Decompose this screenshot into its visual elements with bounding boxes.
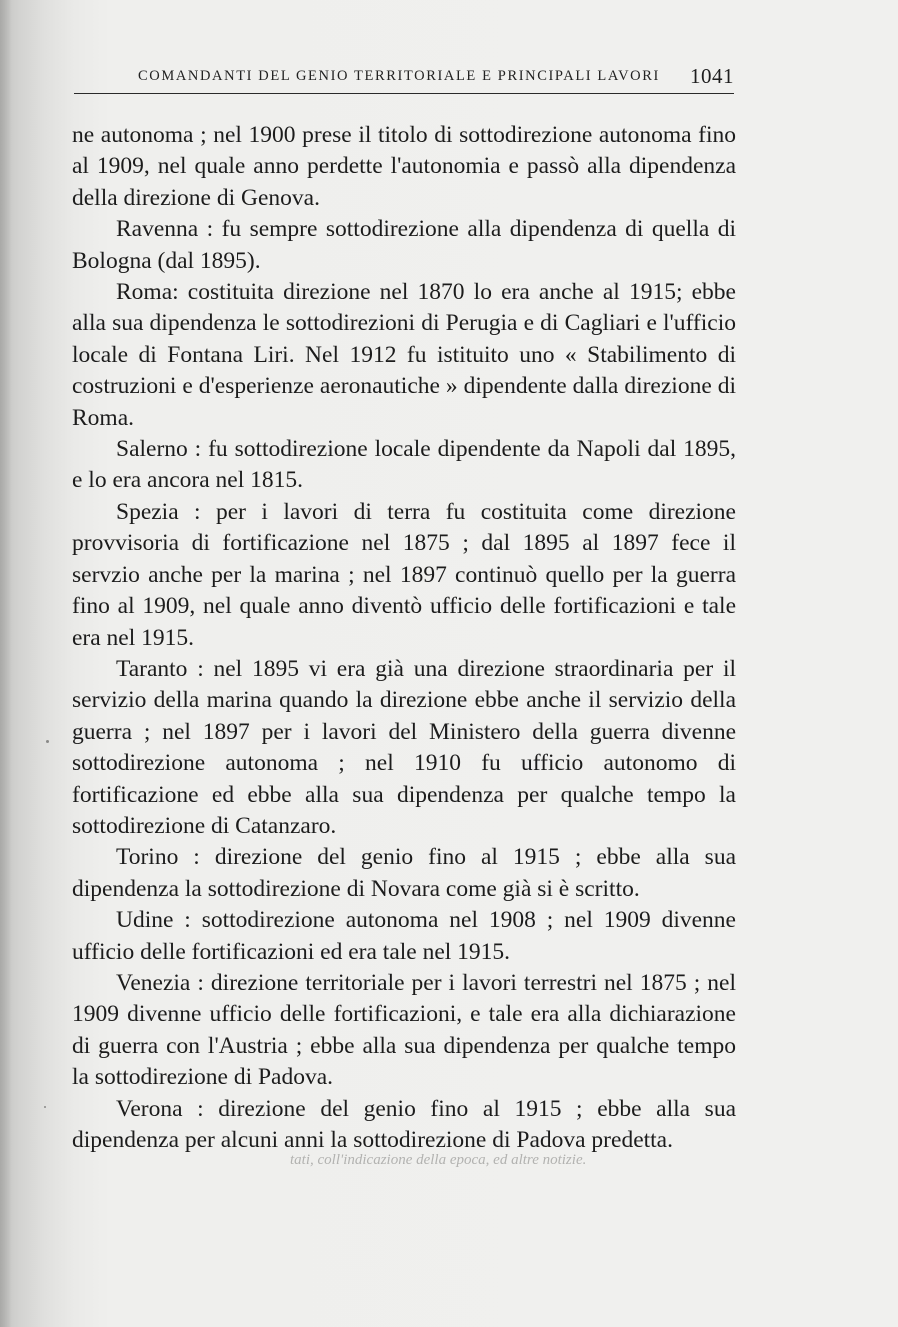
running-title: COMANDANTI DEL GENIO TERRITORIALE E PRINCIPALI LAVORI [138,68,660,84]
page-number: 1041 [690,64,734,88]
paragraph-ravenna: Ravenna : fu sempre sottodirezione alla dipendenza di quella di Bologna (dal 1895). [72,216,736,274]
paragraph-continuation: ne autonoma ; nel 1900 prese il titolo di sottodirezione autonoma fino al 1909, nel quale anno perdette l'autonomia e passò alla dipendenza della direzione di Genova. [72,122,736,211]
paper-speck [46,740,49,743]
paragraph-taranto: Taranto : nel 1895 vi era già una direzione straordinaria per il servizio della marina quando la direzione ebbe anche il servizio della guerra ; nel 1897 per i lavori del Ministero della guerra divenne sottodirezione autonoma ; nel 1910 fu ufficio autonomo di fortificazione ed ebbe alla sua dipendenza per qualche tempo la sottodirezione di Catanzaro. [72,655,736,839]
paragraph-roma: Roma: costituita direzione nel 1870 lo era anche al 1915; ebbe alla sua dipendenza le sottodirezioni di Perugia e di Cagliari e l'ufficio locale di Fontana Liri. Nel 1912 fu istituito uno « Stabilimento di costruzioni e d'esperienze aeronautiche » dipendente dalla direzione di Roma. [72,279,736,431]
bleed-through-text: tati, coll'indicazione della epoca, ed altre notizie. [290,1152,587,1168]
body-text [72,120,736,1156]
paper-speck [44,1106,46,1108]
paragraph-verona: Verona : direzione del genio fino al 1915 ; ebbe alla sua dipendenza per alcuni anni la sottodirezione di Padova predetta. [72,1095,736,1153]
header-rule [74,93,734,94]
paragraph-torino: Torino : direzione del genio fino al 1915 ; ebbe alla sua dipendenza la sottodirezione di Novara come già si è scritto. [72,844,736,902]
paragraph-spezia: Spezia : per i lavori di terra fu costituita come direzione provvisoria di fortificazione nel 1875 ; dal 1895 al 1897 fece il servzio anche per la marina ; nel 1897 continuò quello per la guerra fino al 1909, nel quale anno diventò ufficio delle fortificazioni e tale era nel 1915. [72,498,736,651]
running-header [0,64,898,94]
paragraph-venezia: Venezia : direzione territoriale per i lavori terrestri nel 1875 ; nel 1909 divenne ufficio delle fortificazioni, e tale era alla dichiarazione di guerra con l'Austria ; ebbe alla sua dipendenza per qualche tempo la sottodirezione di Padova. [72,969,736,1091]
paragraph-udine: Udine : sottodirezione autonoma nel 1908 ; nel 1909 divenne ufficio delle fortificazioni ed era tale nel 1915. [72,907,736,965]
page-gutter-shadow [0,0,12,1327]
paragraph-salerno: Salerno : fu sottodirezione locale dipendente da Napoli dal 1895, e lo era ancora nel 1815. [72,436,736,494]
